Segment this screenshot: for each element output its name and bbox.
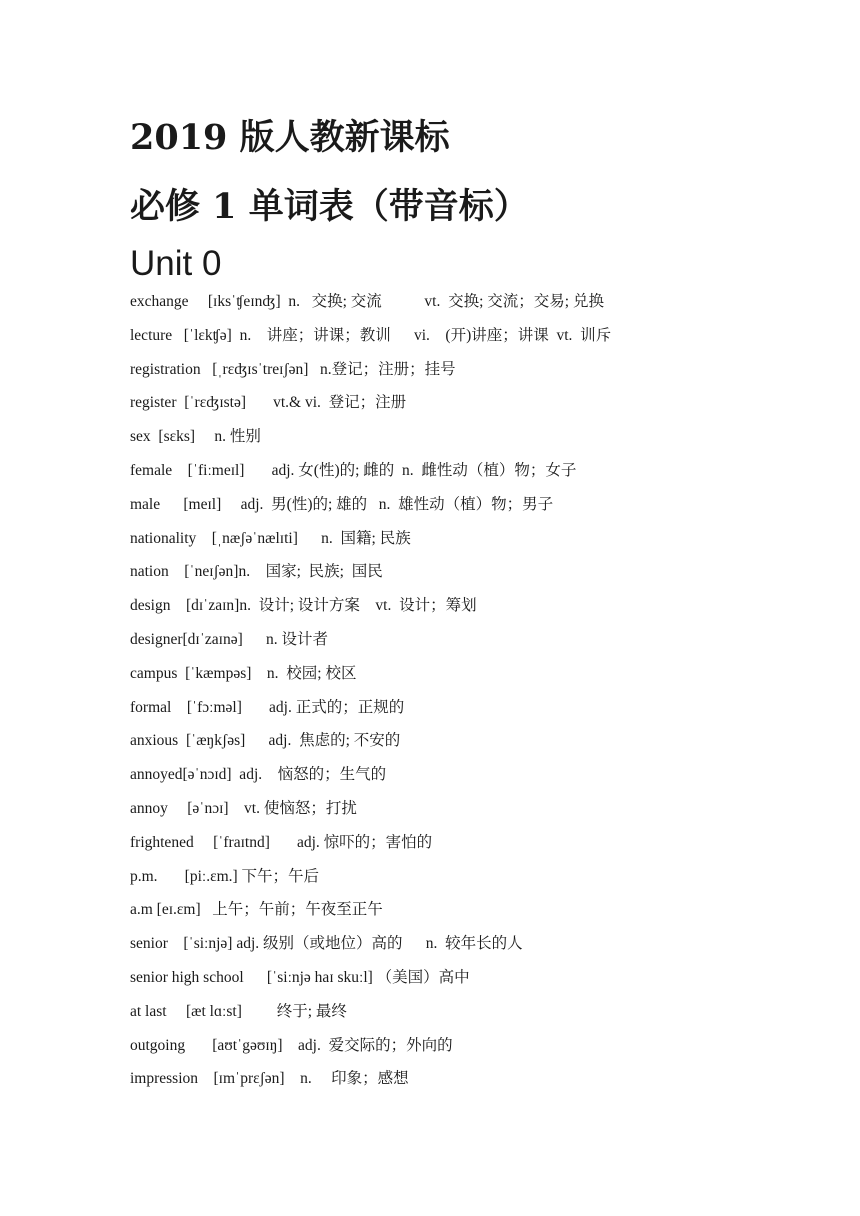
vocabulary-entry: campus [ˈkæmpəs] n. 校园; 校区 <box>130 664 357 682</box>
vocabulary-entry: anxious [ˈæŋkʃəs] adj. 焦虑的; 不安的 <box>130 732 401 750</box>
document-subtitle: 必修 1 单词表（带音标） <box>130 186 529 227</box>
vocabulary-entry: outgoing [aʊtˈgəʊɪŋ] adj. 爱交际的；外向的 <box>130 1036 453 1054</box>
vocabulary-entry: nationality [ˌnæʃəˈnælɪti] n. 国籍; 民族 <box>130 529 411 547</box>
vocabulary-entry: exchange [ɪksˈʧeɪnʤ] n. 交换; 交流 vt. 交换; 交流；交易; 兑换 <box>130 293 604 310</box>
vocabulary-entry: formal [ˈfɔːməl] adj. 正式的；正规的 <box>130 698 405 716</box>
vocabulary-entry: designer[dɪˈzaɪnə] n. 设计者 <box>130 630 328 648</box>
vocabulary-entry: at last [æt lɑːst] 终于; 最终 <box>130 1002 347 1020</box>
vocabulary-entry: lecture [ˈlɛkʧə] n. 讲座；讲课；教训 vi. (开)讲座；讲课 vt. 训斥 <box>130 326 612 344</box>
vocabulary-entry: sex [sɛks] n. 性别 <box>130 428 261 446</box>
vocabulary-entry: senior high school [ˈsiːnjə haɪ skuːl] （美国）高中 <box>130 968 470 986</box>
vocabulary-entry: design [dɪˈzaɪn]n. 设计; 设计方案 vt. 设计；筹划 <box>130 597 477 615</box>
vocabulary-entry: register [ˈrɛʤɪstə] vt.& vi. 登记；注册 <box>130 394 407 412</box>
vocabulary-entry: nation [ˈneɪʃən]n. 国家; 民族; 国民 <box>130 563 383 581</box>
vocabulary-list <box>130 290 830 1101</box>
vocabulary-entry: senior [ˈsiːnjə] adj. 级别（或地位）高的 n. 较年长的人 <box>130 935 523 953</box>
vocabulary-entry: registration [ˌrɛʤɪsˈtreɪʃən] n.登记；注册；挂号 <box>130 360 456 378</box>
vocabulary-entry: impression [ɪmˈprɛʃən] n. 印象；感想 <box>130 1070 409 1088</box>
vocabulary-entry: a.m [eɪ.ɛm] 上午；午前；午夜至正午 <box>130 901 383 919</box>
vocabulary-entry: p.m. [piː.ɛm.] 下午；午后 <box>130 867 320 885</box>
vocabulary-entry: female [ˈfiːmeɪl] adj. 女(性)的; 雌的 n. 雌性动（植）物；女子 <box>130 461 577 479</box>
vocabulary-entry: male [meɪl] adj. 男(性)的; 雄的 n. 雄性动（植）物；男子 <box>130 495 554 513</box>
vocabulary-entry: annoyed[əˈnɔɪd] adj. 恼怒的；生气的 <box>130 766 387 784</box>
vocabulary-entry: annoy [əˈnɔɪ] vt. 使恼怒；打扰 <box>130 799 357 817</box>
unit-heading: Unit 0 <box>130 244 222 283</box>
vocabulary-entry: frightened [ˈfraɪtnd] adj. 惊吓的；害怕的 <box>130 833 433 851</box>
document-title: 2019 版人教新课标 <box>130 117 450 158</box>
